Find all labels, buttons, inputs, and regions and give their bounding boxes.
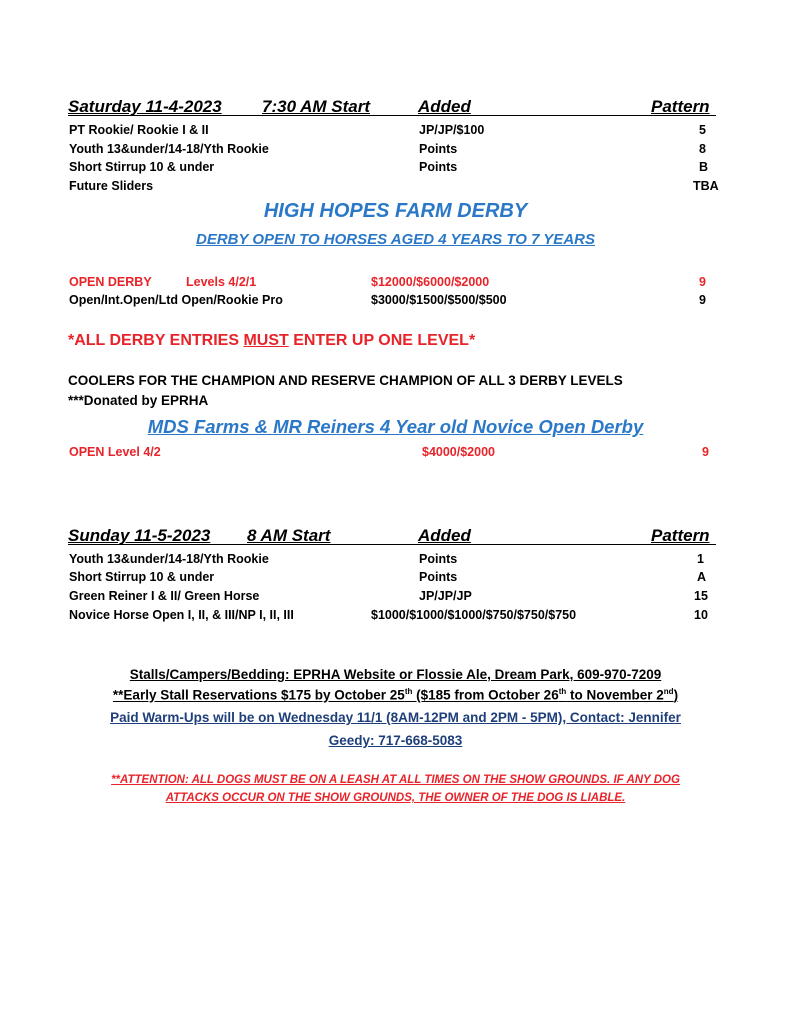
table-row-added: JP/JP/JP [419,589,472,603]
mds-derby-title: MDS Farms & MR Reiners 4 Year old Novice Open Derby [147,416,644,437]
warmup-info-line2: Geedy: 717-668-5083 [328,733,463,748]
table-row-name: Short Stirrup 10 & under [69,160,215,174]
table-row-pattern: 5 [699,123,706,137]
derby-rule-must: MUST [243,332,289,349]
table-row-pattern: B [699,160,709,174]
saturday-pattern-header: Pattern [651,97,710,116]
table-row-pattern: 8 [699,142,706,156]
saturday-added-header: Added [418,97,471,116]
donated-note: ***Donated by EPRHA [68,393,209,408]
mds-row-added: $4000/$2000 [422,445,495,459]
table-row-pattern: 10 [694,608,708,622]
table-row-added: Points [419,160,458,174]
open-derby-added: $12000/$6000/$2000 [371,275,490,289]
early-sup-3: nd [663,687,674,696]
table-row-added: JP/JP/$100 [419,123,485,137]
table-row-pattern: 1 [697,552,704,566]
sunday-added-header: Added [418,526,471,545]
table-row-name: Youth 13&under/14-18/Yth Rookie [69,552,269,566]
table-row-name: Youth 13&under/14-18/Yth Rookie [69,142,269,156]
open-int-pattern: 9 [699,293,706,307]
table-row-name: PT Rookie/ Rookie I & II [69,123,209,137]
derby-rule-before: *ALL DERBY ENTRIES [68,332,244,349]
early-sup-2: th [558,687,567,696]
early-part-a: **Early Stall Reservations $175 by October 25 [112,687,405,703]
coolers-note: COOLERS FOR THE CHAMPION AND RESERVE CHAMPION OF ALL 3 DERBY LEVELS [68,373,623,388]
mds-row-name: OPEN Level 4/2 [69,445,161,459]
open-int-name: Open/Int.Open/Ltd Open/Rookie Pro [69,293,283,307]
table-row-name: Novice Horse Open I, II, & III/NP I, II, III [69,608,294,622]
table-row-pattern: A [697,570,707,584]
attention-line2: ATTACKS OCCUR ON THE SHOW GROUNDS, THE OWNER OF THE DOG IS LIABLE. [165,792,626,804]
table-row-added: Points [419,552,458,566]
sunday-pattern-header: Pattern [651,526,710,545]
open-derby-name: OPEN DERBY [69,275,152,289]
derby-rule-after: ENTER UP ONE LEVEL* [288,332,476,349]
open-int-added: $3000/$1500/$500/$500 [371,293,507,307]
open-derby-pattern: 9 [699,275,706,289]
sunday-start: 8 AM Start [247,526,331,545]
table-row-name: Short Stirrup 10 & under [69,570,215,584]
table-row-added: $1000/$1000/$1000/$750/$750/$750 [371,608,577,622]
saturday-date: Saturday 11-4-2023 [68,97,222,116]
table-row-added: Points [419,142,458,156]
early-part-d: ) [673,687,679,703]
early-sup-1: th [404,687,413,696]
mds-row-pattern: 9 [702,445,709,459]
early-part-b: ($185 from October 26 [412,687,559,703]
open-derby-levels: Levels 4/2/1 [186,275,257,289]
warmup-info-line1: Paid Warm-Ups will be on Wednesday 11/1 (8AM-12PM and 2PM - 5PM), Contact: Jennifer [110,710,681,725]
saturday-header-rule [68,115,716,116]
table-row-pattern: 15 [694,589,708,603]
stalls-info: Stalls/Campers/Bedding: EPRHA Website or Flossie Ale, Dream Park, 609-970-7209 [129,667,662,682]
attention-line1: **ATTENTION: ALL DOGS MUST BE ON A LEASH AT ALL TIMES ON THE SHOW GROUNDS. IF ANY DOG [111,774,680,786]
derby-subtitle: DERBY OPEN TO HORSES AGED 4 YEARS TO 7 YEARS [195,231,595,248]
saturday-start: 7:30 AM Start [262,97,371,116]
table-row-name: Green Reiner I & II/ Green Horse [69,589,260,603]
derby-title: HIGH HOPES FARM DERBY [263,200,528,222]
derby-entry-rule [68,332,475,350]
early-part-c: to November 2 [566,687,664,703]
sunday-date: Sunday 11-5-2023 [68,526,211,545]
sunday-header-rule [68,544,716,545]
table-row-name: Future Sliders [69,179,154,193]
early-stall-info [0,687,791,703]
table-row-added: Points [419,570,458,584]
table-row-pattern: TBA [693,179,719,193]
